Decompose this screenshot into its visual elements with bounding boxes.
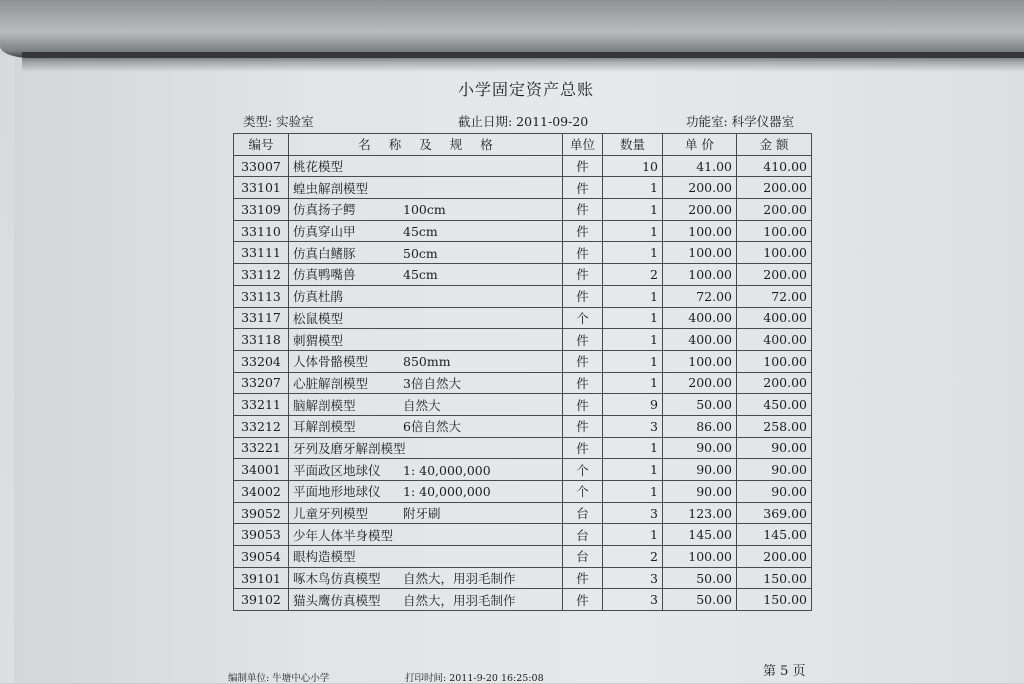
item-spec: 自然大，用羽毛制作 bbox=[403, 571, 516, 587]
cell-price: 100.00 bbox=[663, 350, 737, 372]
item-spec: 6倍自然大 bbox=[403, 419, 461, 435]
cell-code: 33211 bbox=[234, 394, 289, 416]
table-row bbox=[234, 459, 812, 481]
table-row bbox=[234, 589, 812, 611]
cell-amount: 200.00 bbox=[737, 199, 812, 221]
cell-price: 90.00 bbox=[663, 481, 737, 503]
cell-unit: 个 bbox=[563, 307, 603, 329]
item-name: 脑解剖模型 bbox=[293, 397, 356, 413]
cell-name bbox=[289, 177, 563, 199]
cell-amount: 400.00 bbox=[737, 307, 812, 329]
cell-code: 39054 bbox=[234, 546, 289, 568]
cell-code: 33117 bbox=[234, 307, 289, 329]
table-row bbox=[234, 481, 812, 503]
cell-unit: 件 bbox=[563, 350, 603, 372]
cell-price: 100.00 bbox=[663, 264, 737, 286]
cell-code: 33109 bbox=[234, 199, 289, 221]
folded-page-edge bbox=[0, 0, 1024, 58]
cell-code: 39053 bbox=[234, 524, 289, 546]
cell-price: 50.00 bbox=[663, 567, 737, 589]
cell-unit: 台 bbox=[563, 546, 603, 568]
cell-code: 33110 bbox=[234, 220, 289, 242]
cell-name bbox=[289, 394, 563, 416]
cell-qty: 1 bbox=[603, 285, 663, 307]
table-row bbox=[234, 372, 812, 394]
cell-amount: 90.00 bbox=[737, 481, 812, 503]
cell-qty: 2 bbox=[603, 546, 663, 568]
cell-price: 200.00 bbox=[663, 199, 737, 221]
cell-unit: 件 bbox=[563, 589, 603, 611]
item-name: 仿真杜鹃 bbox=[293, 289, 344, 305]
cell-price: 100.00 bbox=[663, 220, 737, 242]
cell-amount: 200.00 bbox=[737, 264, 812, 286]
cell-price: 86.00 bbox=[663, 415, 737, 437]
cell-price: 145.00 bbox=[663, 524, 737, 546]
cell-unit: 台 bbox=[563, 502, 603, 524]
table-header-row bbox=[234, 134, 812, 156]
cell-name bbox=[289, 350, 563, 372]
cell-qty: 1 bbox=[603, 242, 663, 264]
cell-name bbox=[289, 437, 563, 459]
cell-price: 90.00 bbox=[663, 459, 737, 481]
cell-qty: 1 bbox=[603, 481, 663, 503]
cell-unit: 件 bbox=[563, 242, 603, 264]
cell-unit: 件 bbox=[563, 199, 603, 221]
item-spec: 自然大 bbox=[403, 397, 441, 413]
cell-qty: 1 bbox=[603, 307, 663, 329]
page-number: 第 5 页 bbox=[763, 664, 806, 679]
cell-name bbox=[289, 155, 563, 177]
table-row bbox=[234, 199, 812, 221]
table-row bbox=[234, 155, 812, 177]
header-price: 单 价 bbox=[663, 134, 737, 156]
cell-qty: 3 bbox=[603, 502, 663, 524]
cell-code: 33118 bbox=[234, 329, 289, 351]
cell-amount: 150.00 bbox=[737, 589, 812, 611]
table-row bbox=[234, 546, 812, 568]
cell-name bbox=[289, 264, 563, 286]
cell-code: 34002 bbox=[234, 481, 289, 503]
cell-qty: 2 bbox=[603, 264, 663, 286]
item-name: 耳解剖模型 bbox=[293, 419, 356, 435]
table-body bbox=[234, 155, 812, 610]
cell-qty: 1 bbox=[603, 199, 663, 221]
item-spec: 1: 40,000,000 bbox=[403, 484, 491, 500]
item-name: 仿真鸭嘴兽 bbox=[293, 267, 356, 283]
fold-shadow bbox=[22, 52, 1024, 72]
cell-code: 33113 bbox=[234, 285, 289, 307]
cell-name bbox=[289, 242, 563, 264]
cell-price: 50.00 bbox=[663, 394, 737, 416]
cell-unit: 件 bbox=[563, 567, 603, 589]
item-name: 少年人体半身模型 bbox=[293, 527, 394, 543]
cell-name bbox=[289, 199, 563, 221]
cell-price: 100.00 bbox=[663, 546, 737, 568]
cell-amount: 145.00 bbox=[737, 524, 812, 546]
cell-code: 34001 bbox=[234, 459, 289, 481]
cell-qty: 1 bbox=[603, 372, 663, 394]
item-name: 心脏解剖模型 bbox=[293, 375, 369, 391]
cell-code: 39052 bbox=[234, 502, 289, 524]
cell-unit: 件 bbox=[563, 177, 603, 199]
cell-code: 33204 bbox=[234, 350, 289, 372]
item-name: 牙列及磨牙解剖模型 bbox=[293, 440, 406, 456]
item-name: 仿真白鳍豚 bbox=[293, 245, 356, 261]
cell-code: 33111 bbox=[234, 242, 289, 264]
cell-name bbox=[289, 372, 563, 394]
table-row bbox=[234, 220, 812, 242]
cell-amount: 90.00 bbox=[737, 459, 812, 481]
cell-amount: 100.00 bbox=[737, 350, 812, 372]
item-name: 眼构造模型 bbox=[293, 549, 356, 565]
cell-amount: 200.00 bbox=[737, 177, 812, 199]
cell-qty: 1 bbox=[603, 329, 663, 351]
cell-code: 33212 bbox=[234, 415, 289, 437]
item-name: 平面政区地球仪 bbox=[293, 462, 381, 478]
header-qty: 数量 bbox=[603, 134, 663, 156]
cell-price: 400.00 bbox=[663, 329, 737, 351]
item-name: 仿真穿山甲 bbox=[293, 224, 356, 240]
cell-code: 33101 bbox=[234, 177, 289, 199]
table-row bbox=[234, 307, 812, 329]
item-name: 啄木鸟仿真模型 bbox=[293, 571, 381, 587]
cell-qty: 1 bbox=[603, 437, 663, 459]
header-unit: 单位 bbox=[563, 134, 603, 156]
header-amount: 金 额 bbox=[737, 134, 812, 156]
table-row bbox=[234, 524, 812, 546]
cell-price: 90.00 bbox=[663, 437, 737, 459]
item-spec: 附牙刷 bbox=[403, 506, 441, 522]
cell-code: 33207 bbox=[234, 372, 289, 394]
cell-amount: 369.00 bbox=[737, 502, 812, 524]
item-spec: 45cm bbox=[403, 267, 438, 283]
item-spec: 45cm bbox=[403, 224, 438, 240]
cell-price: 72.00 bbox=[663, 285, 737, 307]
table-row bbox=[234, 329, 812, 351]
item-name: 人体骨骼模型 bbox=[293, 354, 369, 370]
cell-unit: 件 bbox=[563, 220, 603, 242]
cell-unit: 个 bbox=[563, 459, 603, 481]
cell-price: 400.00 bbox=[663, 307, 737, 329]
cell-amount: 410.00 bbox=[737, 155, 812, 177]
cell-name bbox=[289, 307, 563, 329]
cell-qty: 3 bbox=[603, 589, 663, 611]
cell-unit: 件 bbox=[563, 372, 603, 394]
cell-amount: 258.00 bbox=[737, 415, 812, 437]
cell-name bbox=[289, 567, 563, 589]
cell-qty: 1 bbox=[603, 524, 663, 546]
cell-name bbox=[289, 329, 563, 351]
item-name: 儿童牙列模型 bbox=[293, 506, 369, 522]
cell-amount: 100.00 bbox=[737, 242, 812, 264]
cell-price: 100.00 bbox=[663, 242, 737, 264]
cell-price: 123.00 bbox=[663, 502, 737, 524]
table-row bbox=[234, 264, 812, 286]
cell-amount: 450.00 bbox=[737, 394, 812, 416]
item-spec: 850mm bbox=[403, 354, 451, 370]
cell-code: 33112 bbox=[234, 264, 289, 286]
cell-qty: 10 bbox=[603, 155, 663, 177]
item-spec: 50cm bbox=[403, 245, 438, 261]
cell-unit: 件 bbox=[563, 285, 603, 307]
cell-amount: 150.00 bbox=[737, 567, 812, 589]
cell-name bbox=[289, 481, 563, 503]
table-row bbox=[234, 350, 812, 372]
table-row bbox=[234, 502, 812, 524]
item-name: 仿真扬子鳄 bbox=[293, 202, 356, 218]
cell-qty: 1 bbox=[603, 350, 663, 372]
cell-unit: 件 bbox=[563, 394, 603, 416]
function-room: 功能室: 科学仪器室 bbox=[686, 114, 795, 129]
cell-price: 200.00 bbox=[663, 177, 737, 199]
table-row bbox=[234, 177, 812, 199]
cell-price: 200.00 bbox=[663, 372, 737, 394]
cell-unit: 个 bbox=[563, 481, 603, 503]
cell-price: 41.00 bbox=[663, 155, 737, 177]
item-spec: 自然大，用羽毛制作 bbox=[403, 592, 516, 608]
table-row bbox=[234, 394, 812, 416]
cell-code: 39101 bbox=[234, 567, 289, 589]
item-name: 刺猬模型 bbox=[293, 332, 344, 348]
cell-code: 33221 bbox=[234, 437, 289, 459]
cell-unit: 件 bbox=[563, 155, 603, 177]
print-time: 打印时间: 2011-9-20 16:25:08 bbox=[405, 673, 544, 684]
table-row bbox=[234, 415, 812, 437]
cell-unit: 件 bbox=[563, 264, 603, 286]
document-title: 小学固定资产总账 bbox=[457, 80, 594, 99]
header-code: 编号 bbox=[234, 134, 289, 156]
cell-name bbox=[289, 220, 563, 242]
item-name: 平面地形地球仪 bbox=[293, 484, 381, 500]
compiled-by: 编制单位: 牛塘中心小学 bbox=[228, 673, 330, 684]
cell-amount: 200.00 bbox=[737, 546, 812, 568]
table-row bbox=[234, 567, 812, 589]
asset-ledger-table bbox=[233, 133, 812, 611]
cell-name bbox=[289, 285, 563, 307]
item-spec: 1: 40,000,000 bbox=[403, 462, 491, 478]
cell-amount: 100.00 bbox=[737, 220, 812, 242]
cell-code: 33007 bbox=[234, 155, 289, 177]
cell-amount: 72.00 bbox=[737, 285, 812, 307]
cell-qty: 9 bbox=[603, 394, 663, 416]
cell-name bbox=[289, 546, 563, 568]
cell-name bbox=[289, 459, 563, 481]
cell-name bbox=[289, 502, 563, 524]
item-spec: 3倍自然大 bbox=[403, 375, 461, 391]
header-name: 名 称 及 规 格 bbox=[289, 134, 563, 156]
cell-amount: 90.00 bbox=[737, 437, 812, 459]
cutoff-date: 截止日期: 2011-09-20 bbox=[458, 114, 589, 129]
item-name: 猫头鹰仿真模型 bbox=[293, 592, 381, 608]
cell-unit: 件 bbox=[563, 415, 603, 437]
cell-unit: 件 bbox=[563, 329, 603, 351]
item-name: 松鼠模型 bbox=[293, 310, 344, 326]
cell-name bbox=[289, 589, 563, 611]
cell-qty: 3 bbox=[603, 567, 663, 589]
table-row bbox=[234, 242, 812, 264]
cell-unit: 台 bbox=[563, 524, 603, 546]
cell-name bbox=[289, 415, 563, 437]
asset-type: 类型: 实验室 bbox=[243, 114, 314, 129]
table-row bbox=[234, 437, 812, 459]
cell-qty: 1 bbox=[603, 220, 663, 242]
item-name: 蝗虫解剖模型 bbox=[293, 180, 369, 196]
cell-amount: 400.00 bbox=[737, 329, 812, 351]
item-name: 桃花模型 bbox=[293, 159, 344, 175]
cell-price: 50.00 bbox=[663, 589, 737, 611]
cell-qty: 1 bbox=[603, 177, 663, 199]
cell-amount: 200.00 bbox=[737, 372, 812, 394]
table-row bbox=[234, 285, 812, 307]
cell-name bbox=[289, 524, 563, 546]
cell-unit: 件 bbox=[563, 437, 603, 459]
item-spec: 100cm bbox=[403, 202, 446, 218]
cell-qty: 3 bbox=[603, 415, 663, 437]
cell-code: 39102 bbox=[234, 589, 289, 611]
cell-qty: 1 bbox=[603, 459, 663, 481]
